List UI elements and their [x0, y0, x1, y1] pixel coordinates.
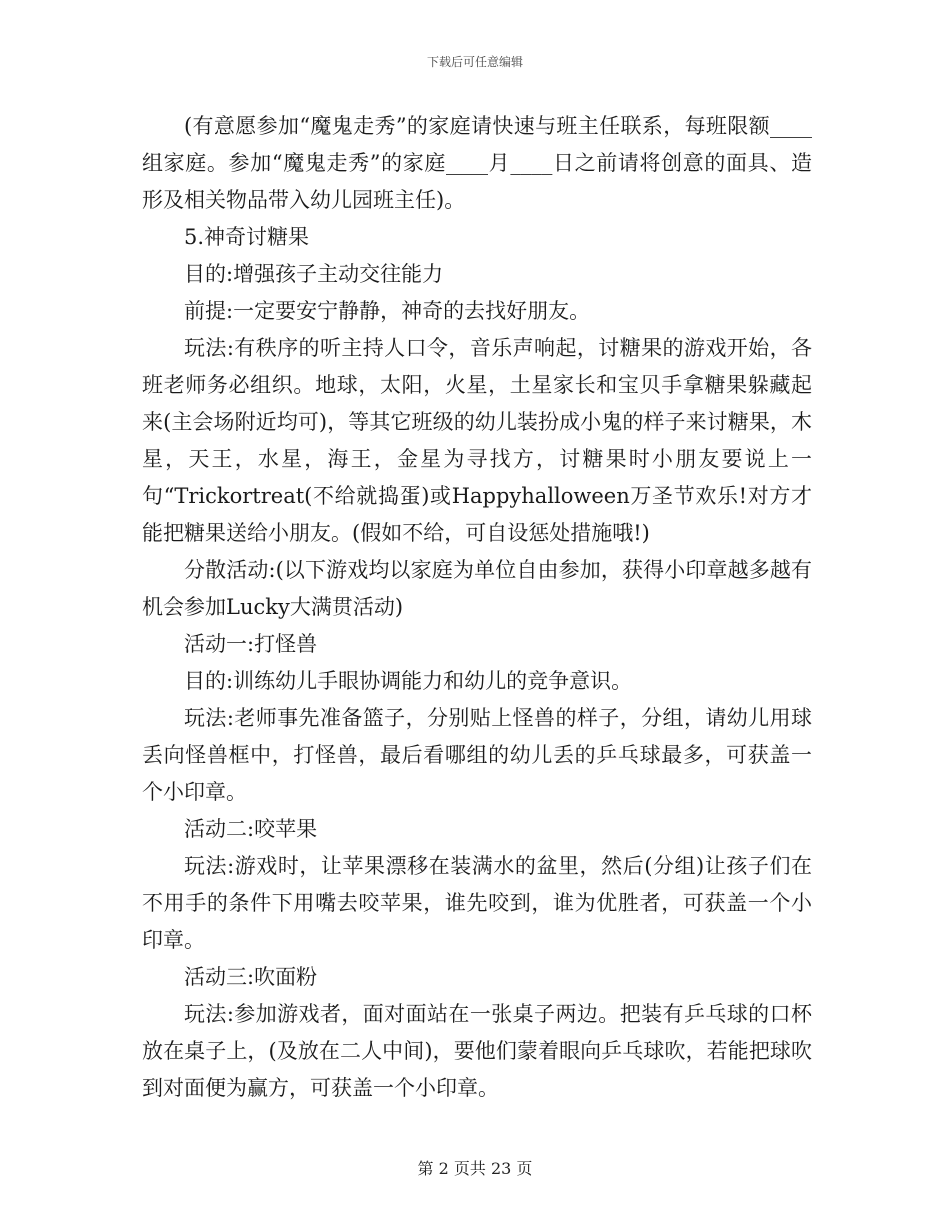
- activity-heading-apple: 活动二:咬苹果: [184, 817, 318, 841]
- activity-heading-flour: 活动三:吹面粉: [184, 965, 318, 989]
- paragraph-apple-rules: 玩法:游戏时，让苹果漂移在装满水的盆里，然后(分组)让孩子们在不用手的条件下用嘴去咬苹果，谁先咬到，谁为优胜者，可获盖一个小印章。: [142, 854, 812, 952]
- paragraph-candy-premise: 前提:一定要安宁静静，神奇的去找好朋友。: [184, 299, 591, 323]
- paragraph-scattered-activities: 分散活动:(以下游戏均以家庭为单位自由参加，获得小印章越多越有机会参加Lucky大满贯活动): [142, 558, 812, 619]
- page-footer: 第 2 页共 23 页: [417, 1159, 533, 1178]
- document-body: [142, 108, 812, 1107]
- paragraph-flour-rules: 玩法:参加游戏者，面对面站在一张桌子两边。把装有乒乓球的口杯放在桌子上，(及放在二人中间)，要他们蒙着眼向乒乓球吹，若能把球吹到对面便为赢方，可获盖一个小印章。: [142, 1002, 812, 1100]
- page-header: 下载后可任意编辑: [426, 55, 523, 69]
- section-heading-candy: 5.神奇讨糖果: [184, 225, 310, 249]
- activity-heading-monster: 活动一:打怪兽: [184, 632, 318, 656]
- paragraph-monster-rules: 玩法:老师事先准备篮子，分别贴上怪兽的样子，分组，请幼儿用球丢向怪兽框中，打怪兽，最后看哪组的幼儿丢的乒乓球最多，可获盖一个小印章。: [142, 706, 812, 804]
- paragraph-registration-note: (有意愿参加“魔鬼走秀”的家庭请快速与班主任联系，每班限额____组家庭。参加“魔鬼走秀”的家庭____月____日之前请将创意的面具、造形及相关物品带入幼儿园班主任)。: [142, 114, 812, 212]
- paragraph-monster-goal: 目的:训练幼儿手眼协调能力和幼儿的竞争意识。: [184, 669, 633, 693]
- paragraph-candy-goal: 目的:增强孩子主动交往能力: [184, 262, 444, 286]
- paragraph-candy-rules: 玩法:有秩序的听主持人口令，音乐声响起，讨糖果的游戏开始，各班老师务必组织。地球，太阳，火星，土星家长和宝贝手拿糖果躲藏起来(主会场附近均可)，等其它班级的幼儿装扮成小鬼的样子来讨糖果，木星，天王，水星，海王，金星为寻找方，讨糖果时小朋友要说上一句“Trickortreat(不给就捣蛋)或Happyhalloween万圣节欢乐!对方才能把糖果送给小朋友。(假如不给，可自设惩处措施哦!): [142, 336, 812, 545]
